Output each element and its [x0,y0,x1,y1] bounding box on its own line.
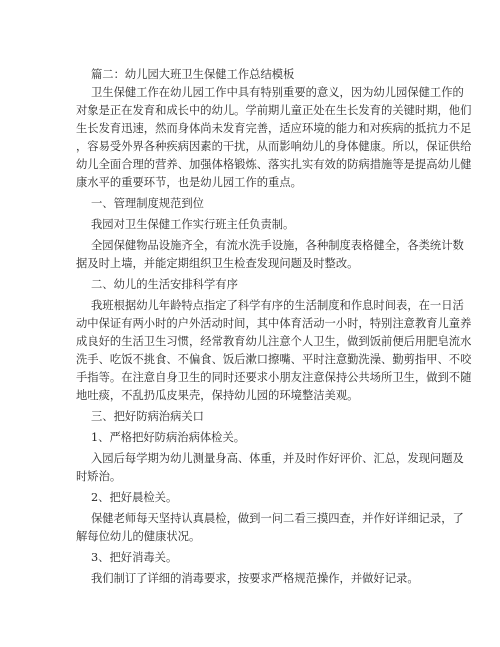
paragraph-line: 卫生保健工作在幼儿园工作中具有特别重要的意义，因为幼儿园保健工作的 [91,86,464,99]
section-heading-3: 三、把好防病治病关口 [91,410,204,423]
section-heading-1: 一、管理制度规范到位 [91,197,204,210]
subheading-1: 1、严格把好防病治病体检关。 [91,431,246,444]
paragraph-line: 幼儿全面合理的营养、加强体格锻炼、落实扎实有效的防病措施等是提高幼儿健 [76,158,472,171]
paragraph-line: 生长发育迅速，然而身体尚未发育完善，适应环境的能力和对疾病的抵抗力不足 [76,122,472,135]
subheading-2: 2、把好晨检关。 [91,491,178,504]
paragraph-line: 动中保证有两小时的户外活动时间，其中体育活动一小时，特别注意教育儿童养 [76,317,472,330]
paragraph-line: ，容易受外界各种疾病因素的干扰，从而影响幼儿的身体健康。所以，保证供给 [76,140,472,153]
paragraph-line: 全园保健物品设施齐全，有流水洗手设施，各种制度表格健全，各类统计数 [91,239,464,252]
paragraph-line: 地吐痰，不乱扔瓜皮果壳，保持幼儿园的环境整洁美观。 [76,389,359,402]
section-heading-2: 二、幼儿的生活安排科学有序 [91,278,238,291]
paragraph-line: 时矫治。 [76,470,122,483]
paragraph-line: 我们制订了详细的消毒要求，按要求严格规范操作，并做好记录。 [91,572,419,585]
document-title: 篇二：幼儿园大班卫生保健工作总结模板 [91,68,295,81]
subheading-3: 3、把好消毒关。 [91,551,178,564]
paragraph-line: 解每位幼儿的健康状况。 [76,530,201,543]
paragraph-line: 手指等。在注意自身卫生的同时还要求小朋友注意保持公共场所卫生，做到不随 [76,371,472,384]
paragraph-line: 据及时上墙，并能定期组织卫生检查发现问题及时整改。 [76,257,359,270]
paragraph-line: 康水平的重要环节，也是幼儿园工作的重点。 [76,176,302,189]
paragraph-line: 洗手、吃饭不挑食、不偏食、饭后漱口擦嘴、平时注意勤洗澡、勤剪指甲、不咬 [76,353,472,366]
paragraph-line: 我班根据幼儿年龄特点指定了科学有序的生活制度和作息时间表，在一日活 [91,299,464,312]
paragraph-line: 入园后每学期为幼儿测量身高、体重，并及时作好评价、汇总，发现问题及 [91,452,464,465]
paragraph-line: 保健老师每天坚持认真晨检，做到一问二看三摸四查，并作好详细记录，了 [91,512,464,525]
paragraph-line: 对象是正在发育和成长中的幼儿。学前期儿童正处在生长发育的关键时期，他们 [76,104,472,117]
paragraph-line: 成良好的生活卫生习惯，经常教育幼儿注意个人卫生，做到饭前便后用肥皂流水 [76,335,472,348]
paragraph-line: 我园对卫生保健工作实行班主任负责制。 [91,218,295,231]
